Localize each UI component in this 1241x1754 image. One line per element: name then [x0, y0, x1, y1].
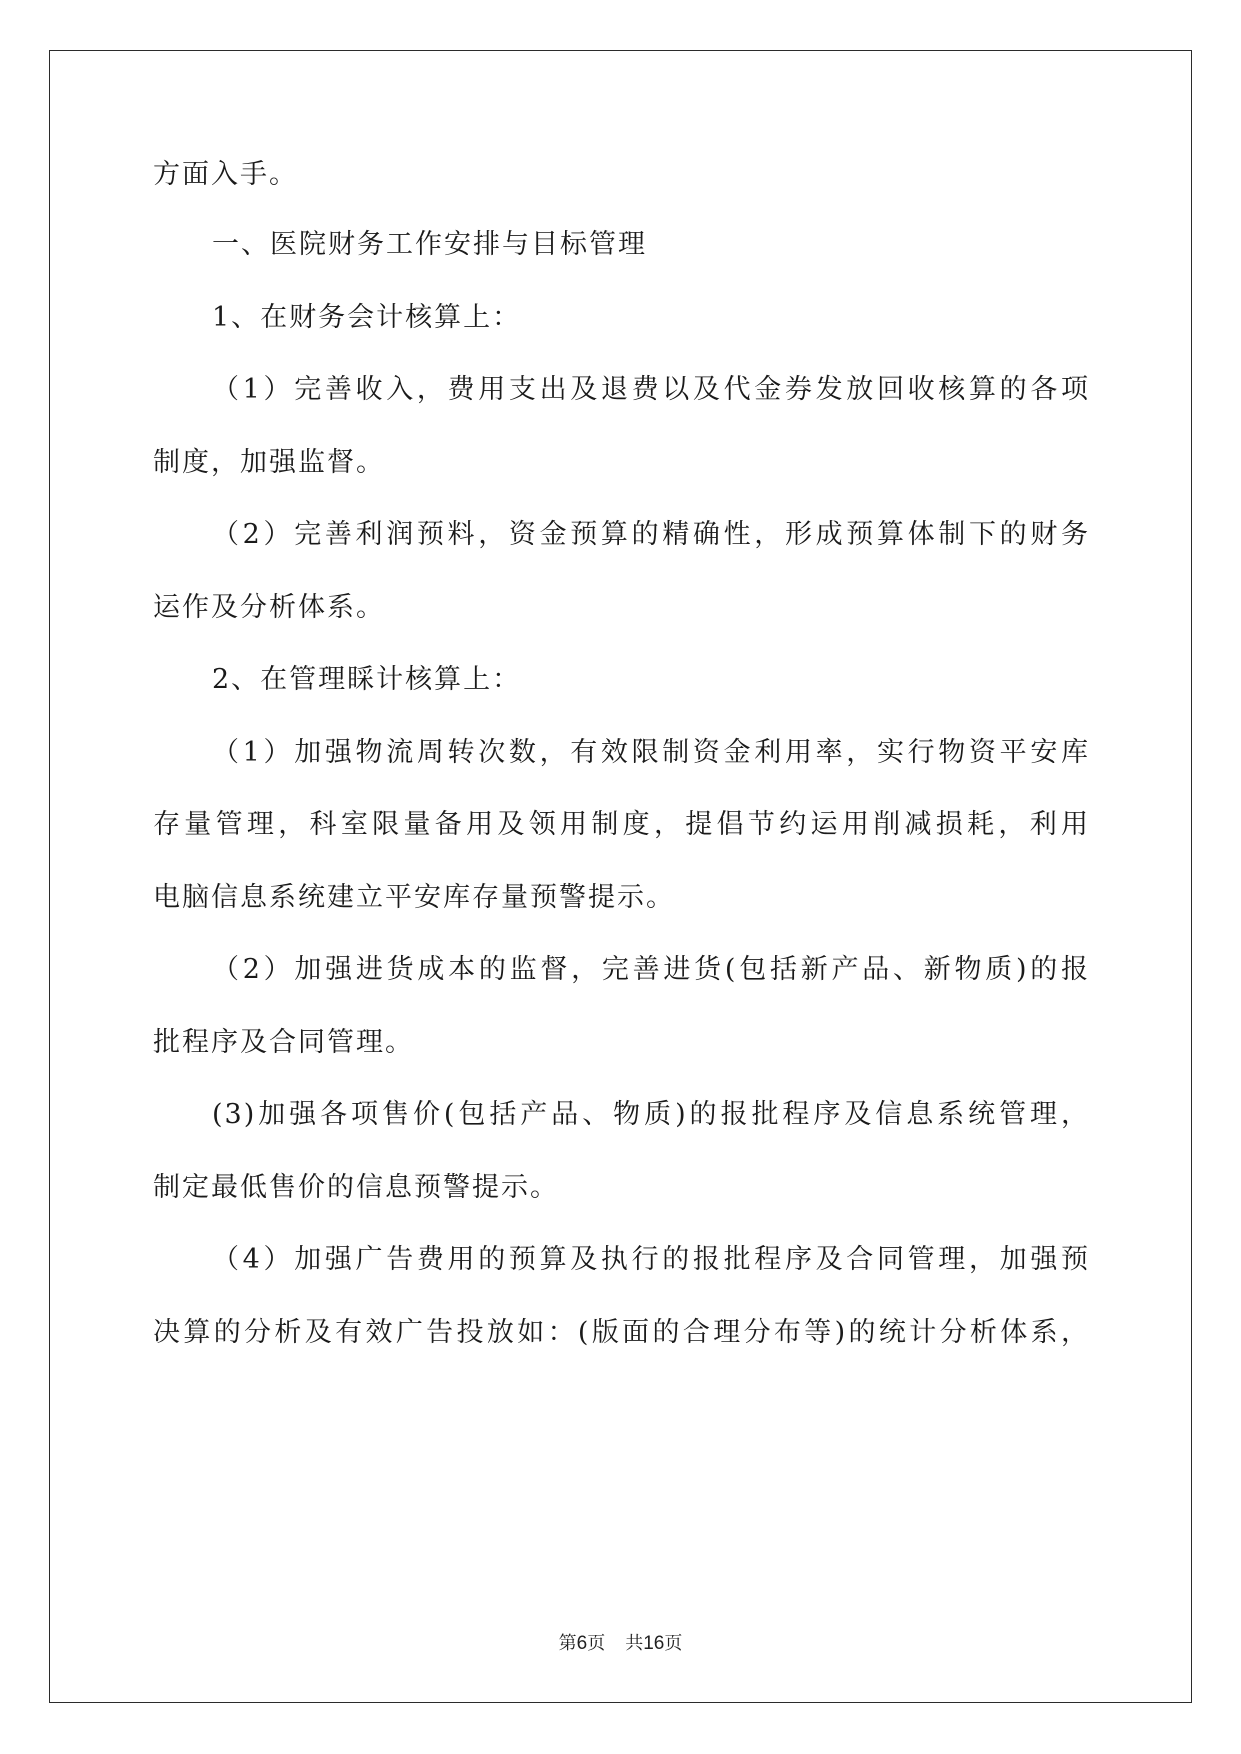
subsection-heading: 1、在财务会计核算上： — [212, 302, 522, 333]
paragraph-line: (3)加强各项售价(包括产品、物质)的报批程序及信息系统管理， — [212, 1099, 1090, 1130]
section-heading: 一、医院财务工作安排与目标管理 — [212, 229, 647, 260]
page-prefix: 第 — [558, 1633, 577, 1654]
total-prefix: 共 — [625, 1633, 644, 1654]
page-unit: 页 — [587, 1633, 606, 1654]
paragraph-line: 决算的分析及有效广告投放如：(版面的合理分布等)的统计分析体系， — [153, 1317, 1090, 1348]
paragraph-line: 电脑信息系统建立平安库存量预警提示。 — [153, 882, 675, 913]
page-footer — [0, 1632, 1241, 1656]
paragraph-line: （2）加强进货成本的监督，完善进货(包括新产品、新物质)的报 — [212, 954, 1090, 985]
paragraph-line: （1）完善收入，费用支出及退费以及代金券发放回收核算的各项 — [212, 374, 1090, 405]
paragraph-line: （2）完善利润预料，资金预算的精确性，形成预算体制下的财务 — [212, 519, 1090, 550]
paragraph-line: 制度，加强监督。 — [153, 447, 385, 478]
subsection-heading: 2、在管理睬计核算上： — [212, 664, 522, 695]
paragraph-line: 方面入手。 — [153, 159, 298, 190]
paragraph-line: 存量管理，科室限量备用及领用制度，提倡节约运用削减损耗，利用 — [153, 809, 1090, 840]
paragraph-line: 运作及分析体系。 — [153, 592, 385, 623]
total-page-number: 16 — [643, 1633, 665, 1654]
current-page-number: 6 — [576, 1633, 588, 1654]
paragraph-line: 制定最低售价的信息预警提示。 — [153, 1172, 559, 1203]
paragraph-line: （4）加强广告费用的预算及执行的报批程序及合同管理，加强预 — [212, 1244, 1090, 1275]
total-unit: 页 — [664, 1633, 683, 1654]
paragraph-line: （1）加强物流周转次数，有效限制资金利用率，实行物资平安库 — [212, 737, 1090, 768]
paragraph-line: 批程序及合同管理。 — [153, 1027, 414, 1058]
